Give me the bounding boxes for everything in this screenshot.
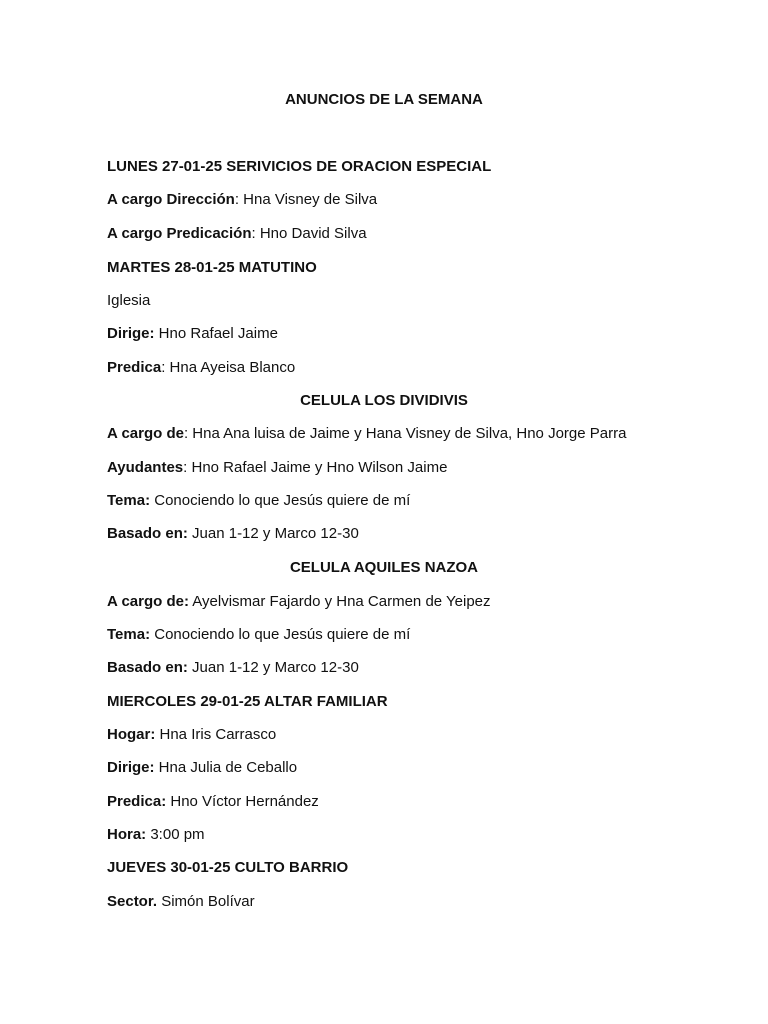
celula1-ayudantes-label: Ayudantes	[107, 459, 184, 476]
miercoles-hora-value: 3:00 pm	[146, 826, 205, 843]
martes-dirige-value: Hno Rafael Jaime	[154, 325, 278, 342]
celula1-tema-value: Conociendo lo que Jesús quiere de mí	[150, 492, 411, 509]
jueves-sector-label: Sector.	[107, 893, 158, 910]
celula2-tema-label: Tema:	[107, 626, 151, 643]
miercoles-hora-label: Hora:	[107, 826, 147, 843]
miercoles-dirige-value: Hna Julia de Ceballo	[154, 759, 298, 776]
miercoles-hora-line	[107, 825, 205, 845]
lunes-direccion-label: A cargo Dirección	[107, 191, 235, 208]
miercoles-dirige-label: Dirige:	[107, 759, 155, 776]
celula1-heading: CELULA LOS DIVIDIVIS	[300, 392, 468, 409]
celula2-basado-value: Juan 1-12 y Marco 12-30	[187, 659, 359, 676]
miercoles-predica-label: Predica:	[107, 793, 167, 810]
jueves-sector-line	[107, 892, 255, 912]
celula2-heading: CELULA AQUILES NAZOA	[289, 559, 479, 576]
lunes-predicacion-label: A cargo Predicación	[107, 225, 252, 242]
celula1-basado-label: Basado en:	[107, 525, 188, 542]
celula2-basado-label: Basado en:	[107, 659, 188, 676]
miercoles-hogar-value: Hna Iris Carrasco	[155, 726, 277, 743]
celula2-basado-line	[107, 658, 359, 678]
celula1-ayudantes-value: Hno Rafael Jaime y Hno Wilson Jaime	[187, 459, 448, 476]
lunes-predicacion-line	[107, 224, 367, 244]
page-title: ANUNCIOS DE LA SEMANA	[285, 91, 483, 108]
celula1-ayudantes-line	[107, 458, 447, 478]
celula1-basado-line	[107, 524, 359, 544]
martes-heading: MARTES 28-01-25 MATUTINO	[107, 259, 317, 276]
celula1-cargo-value: Hna Ana luisa de Jaime y Hana Visney de Silva, Hno Jorge Parra	[188, 425, 627, 442]
martes-lugar: Iglesia	[107, 292, 151, 309]
lunes-direccion-line	[107, 190, 377, 210]
miercoles-dirige-line	[107, 758, 297, 778]
lunes-direccion-value: Hna Visney de Silva	[239, 191, 378, 208]
miercoles-hogar-line	[107, 725, 276, 745]
celula1-ayudantes-sep: :	[183, 459, 188, 476]
martes-predica-sep: :	[161, 359, 166, 376]
miercoles-heading: MIERCOLES 29-01-25 ALTAR FAMILIAR	[107, 693, 388, 710]
lunes-direccion-sep: :	[234, 191, 239, 208]
martes-dirige-line	[107, 324, 278, 344]
jueves-sector-value: Simón Bolívar	[157, 893, 255, 910]
martes-predica-line	[107, 358, 295, 378]
celula2-cargo-line	[107, 592, 491, 612]
miercoles-hogar-label: Hogar:	[107, 726, 156, 743]
celula2-tema-value: Conociendo lo que Jesús quiere de mí	[150, 626, 411, 643]
celula1-tema-label: Tema:	[107, 492, 151, 509]
jueves-heading: JUEVES 30-01-25 CULTO BARRIO	[107, 859, 349, 876]
lunes-predicacion-value: Hno David Silva	[255, 225, 367, 242]
celula2-cargo-label: A cargo de:	[107, 593, 189, 610]
celula2-tema-line	[107, 625, 410, 645]
lunes-heading: LUNES 27-01-25 SERIVICIOS DE ORACION ESPECIAL	[107, 158, 492, 175]
lunes-predicacion-sep: :	[251, 225, 256, 242]
martes-dirige-label: Dirige:	[107, 325, 155, 342]
celula1-cargo-line	[107, 424, 626, 444]
celula1-tema-line	[107, 491, 410, 511]
celula1-basado-value: Juan 1-12 y Marco 12-30	[187, 525, 359, 542]
miercoles-predica-line	[107, 792, 319, 812]
miercoles-predica-value: Hno Víctor Hernández	[166, 793, 319, 810]
celula1-cargo-label: A cargo de	[107, 425, 184, 442]
martes-predica-label: Predica	[107, 359, 162, 376]
martes-predica-value: Hna Ayeisa Blanco	[165, 359, 296, 376]
celula2-cargo-value: Ayelvismar Fajardo y Hna Carmen de Yeipez	[188, 593, 491, 610]
celula1-cargo-sep: :	[183, 425, 189, 442]
